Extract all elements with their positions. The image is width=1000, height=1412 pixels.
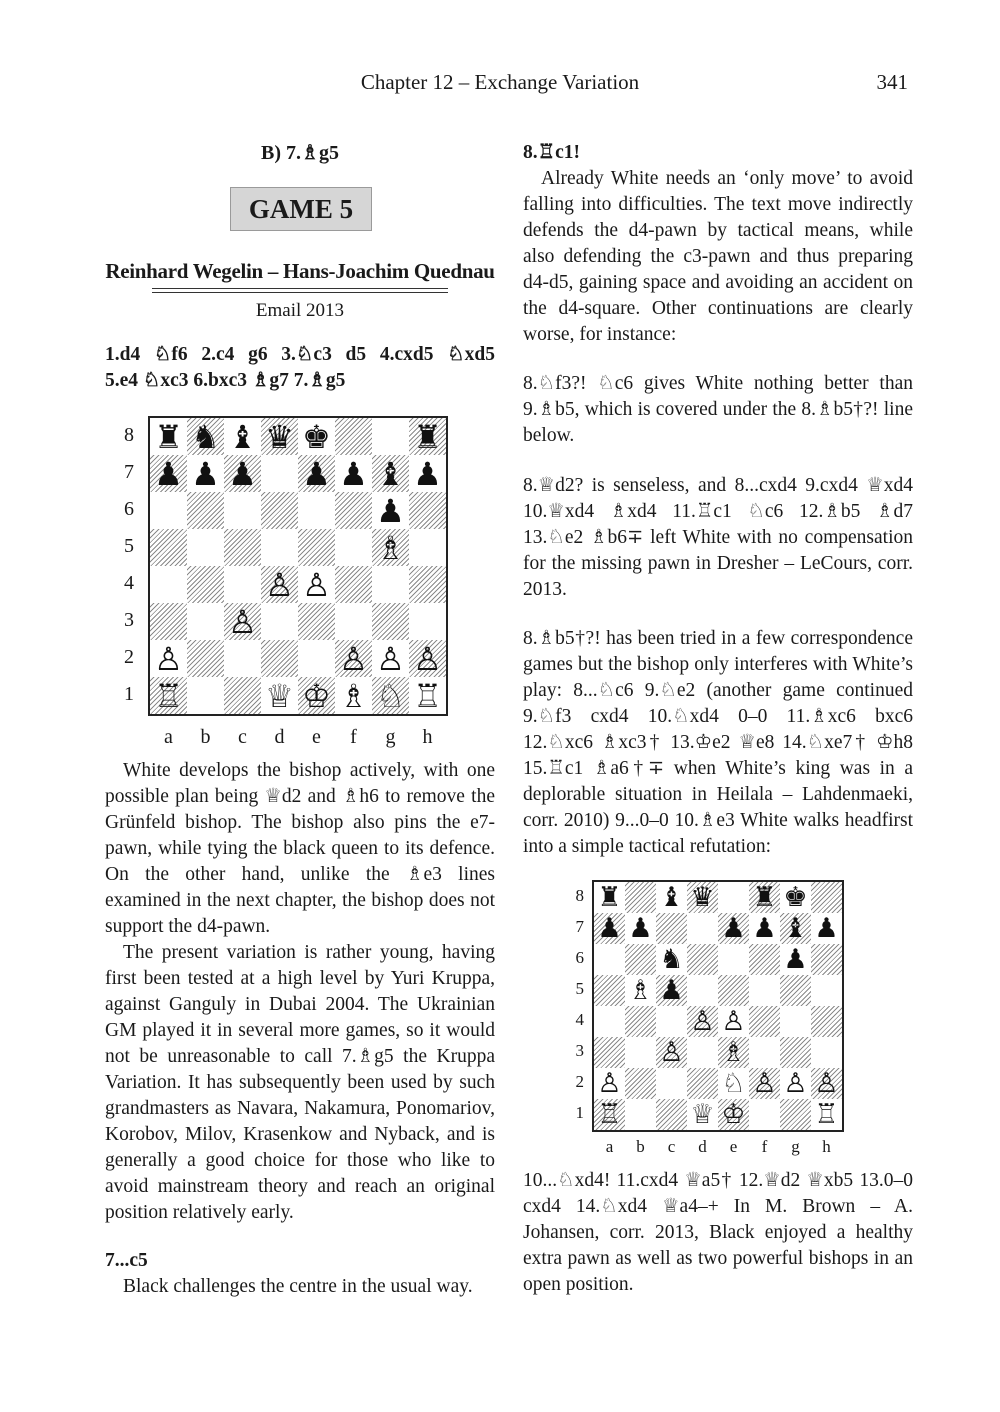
file-label: h <box>422 726 433 748</box>
board-square-e6 <box>298 492 335 529</box>
board-square-h1 <box>811 1099 842 1130</box>
board-square-g3 <box>780 1037 811 1068</box>
board-square-d8 <box>687 882 718 913</box>
board-square-e5 <box>718 975 749 1006</box>
chess-piece: ♙ <box>228 602 257 641</box>
board-square-b6 <box>625 944 656 975</box>
board-square-h2 <box>409 640 446 677</box>
board-square-c5 <box>224 529 261 566</box>
board-square-h4 <box>409 566 446 603</box>
rank-label: 7 <box>575 917 584 936</box>
file-label: h <box>822 1137 831 1156</box>
main-moves-line1: 1.d4 ♘f6 2.c4 g6 3.♘c3 d5 4.cxd5 ♘xd5 <box>105 344 495 365</box>
board-square-c8 <box>656 882 687 913</box>
board-square-e1 <box>298 677 335 714</box>
board-square-a8 <box>594 882 625 913</box>
board-square-a5 <box>594 975 625 1006</box>
board-square-d2 <box>261 640 298 677</box>
chess-piece: ♞ <box>659 944 684 975</box>
board-square-d1 <box>261 677 298 714</box>
section-heading: B) 7.♗g5 <box>261 142 339 164</box>
chess-piece: ♟ <box>191 454 220 493</box>
board-square-f2 <box>749 1068 780 1099</box>
board-square-g8 <box>780 882 811 913</box>
file-label: e <box>312 726 321 748</box>
paragraph: Already White needs an ‘only move’ to avoid falling into difficulties. The text move indirectly defends the d4-pawn by tactical means, while also defending the c3-pawn and thus preparing d4-d5, gaining space and avoiding an accident on the d4-square. Other continuations are clearly worse, for instance: <box>523 168 913 345</box>
board-square-a1 <box>150 677 187 714</box>
chess-piece: ♕ <box>265 676 294 715</box>
chess-piece: ♙ <box>413 639 442 678</box>
chess-piece: ♜ <box>413 417 442 456</box>
rank-label: 5 <box>124 535 134 557</box>
board-square-b3 <box>187 603 224 640</box>
chess-piece: ♙ <box>659 1037 684 1068</box>
file-label: g <box>385 726 396 748</box>
board-square-d6 <box>687 944 718 975</box>
board-square-h5 <box>811 975 842 1006</box>
board-square-c5 <box>656 975 687 1006</box>
board-square-a3 <box>150 603 187 640</box>
rank-label: 6 <box>575 948 584 967</box>
paragraph: White develops the bishop actively, with one possible plan being ♕d2 and ♗h6 to remove the Grünfeld bishop. The bishop also pins the e7-pawn, while tying the black queen to its defence. On the other hand, unlike the ♗e3 lines examined in the next chapter, the bishop does not support the d4-pawn. <box>105 760 495 937</box>
board-square-c3 <box>224 603 261 640</box>
board-square-c6 <box>656 944 687 975</box>
board-square-d4 <box>261 566 298 603</box>
board-square-f4 <box>335 566 372 603</box>
board-square-d6 <box>261 492 298 529</box>
board-square-c7 <box>656 913 687 944</box>
paragraph: Black challenges the centre in the usual way. <box>123 1276 473 1297</box>
players-heading: Reinhard Wegelin – Hans-Joachim Quednau <box>105 259 495 283</box>
board-square-b2 <box>625 1068 656 1099</box>
event-line: Email 2013 <box>255 300 345 321</box>
board-square-b5 <box>625 975 656 1006</box>
chess-piece: ♘ <box>721 1068 746 1099</box>
board-square-h4 <box>811 1006 842 1037</box>
board-square-b5 <box>187 529 224 566</box>
chess-piece: ♟ <box>413 454 442 493</box>
main-moves-line2: 5.e4 ♘xc3 6.bxc3 ♗g7 7.♗g5 <box>105 370 346 391</box>
board-square-c8 <box>224 418 261 455</box>
file-label: d <box>274 726 285 748</box>
board-square-g7 <box>372 455 409 492</box>
board-square-a1 <box>594 1099 625 1130</box>
chess-piece: ♟ <box>752 913 777 944</box>
board-square-h8 <box>409 418 446 455</box>
board-square-h2 <box>811 1068 842 1099</box>
chess-piece: ♙ <box>814 1068 839 1099</box>
board-square-a7 <box>594 913 625 944</box>
game-label: GAME 5 <box>230 187 372 231</box>
board-square-e8 <box>298 418 335 455</box>
board-square-f1 <box>335 677 372 714</box>
chess-piece: ♚ <box>783 882 808 913</box>
chess-piece: ♚ <box>302 417 331 456</box>
chess-piece: ♟ <box>814 913 839 944</box>
board-square-h7 <box>409 455 446 492</box>
board-square-c6 <box>224 492 261 529</box>
board-square-a6 <box>594 944 625 975</box>
chess-piece: ♔ <box>302 676 331 715</box>
paragraph: 8.♕d2? is senseless, and 8...cxd4 9.cxd4 ♕xd4 10.♕xd4 ♗xd4 11.♖c1 ♘c6 12.♗b5 ♗d7 13.♘e2 ♗b6∓ left White with no compensation for the missing pawn in Dresher – LeCours, corr. 2013. <box>523 475 913 600</box>
board-square-c2 <box>224 640 261 677</box>
board-square-g3 <box>372 603 409 640</box>
file-label: a <box>605 1137 614 1156</box>
rank-label: 3 <box>124 609 134 631</box>
chess-piece: ♙ <box>302 565 331 604</box>
board-square-f6 <box>335 492 372 529</box>
file-label: d <box>698 1137 707 1156</box>
board-square-g1 <box>372 677 409 714</box>
board-square-a7 <box>150 455 187 492</box>
board-square-b8 <box>187 418 224 455</box>
file-label: a <box>164 726 173 748</box>
chess-piece: ♙ <box>376 639 405 678</box>
chessboard <box>592 880 844 1132</box>
move-heading: 7...c5 <box>105 1250 148 1271</box>
board-square-e1 <box>718 1099 749 1130</box>
chess-piece: ♟ <box>376 491 405 530</box>
chess-piece: ♔ <box>721 1099 746 1130</box>
board-square-a8 <box>150 418 187 455</box>
board-square-f2 <box>335 640 372 677</box>
board-square-d5 <box>261 529 298 566</box>
rank-label: 4 <box>575 1010 584 1029</box>
board-square-b4 <box>187 566 224 603</box>
rank-label: 2 <box>124 646 134 668</box>
board-square-d7 <box>261 455 298 492</box>
file-label: f <box>350 726 357 748</box>
board-square-h1 <box>409 677 446 714</box>
board-square-g6 <box>780 944 811 975</box>
board-square-g2 <box>372 640 409 677</box>
board-square-c1 <box>224 677 261 714</box>
chess-piece: ♙ <box>752 1068 777 1099</box>
board-square-d3 <box>261 603 298 640</box>
board-square-g8 <box>372 418 409 455</box>
rank-label: 8 <box>124 424 134 446</box>
board-square-h6 <box>811 944 842 975</box>
chess-piece: ♗ <box>376 528 405 567</box>
paragraph: 10...♘xd4! 11.cxd4 ♕a5† 12.♕d2 ♕xb5 13.0–0 cxd4 14.♘xd4 ♕a4–+ In M. Brown – A. Johansen, corr. 2013, Black enjoyed a healthy extra pawn as well as two powerful bishops in an open position. <box>523 1170 913 1295</box>
board-square-b7 <box>625 913 656 944</box>
board-square-f8 <box>749 882 780 913</box>
board-square-g5 <box>372 529 409 566</box>
board-square-h8 <box>811 882 842 913</box>
board-square-b1 <box>187 677 224 714</box>
chess-piece: ♟ <box>228 454 257 493</box>
chess-piece: ♝ <box>376 454 405 493</box>
rank-label: 8 <box>575 886 584 905</box>
board-square-h5 <box>409 529 446 566</box>
chess-piece: ♗ <box>721 1037 746 1068</box>
board-square-f5 <box>335 529 372 566</box>
board-square-c1 <box>656 1099 687 1130</box>
board-square-c4 <box>656 1006 687 1037</box>
chess-piece: ♝ <box>228 417 257 456</box>
chess-piece: ♜ <box>597 882 622 913</box>
rank-label: 7 <box>124 461 134 483</box>
board-square-h6 <box>409 492 446 529</box>
board-square-c7 <box>224 455 261 492</box>
board-square-d1 <box>687 1099 718 1130</box>
board-square-a2 <box>150 640 187 677</box>
chess-piece: ♛ <box>265 417 294 456</box>
board-square-a4 <box>150 566 187 603</box>
chess-piece: ♖ <box>597 1099 622 1130</box>
chess-piece: ♟ <box>302 454 331 493</box>
chess-piece: ♟ <box>721 913 746 944</box>
file-label: c <box>667 1137 676 1156</box>
board-square-e2 <box>298 640 335 677</box>
board-square-f5 <box>749 975 780 1006</box>
chess-piece: ♝ <box>783 913 808 944</box>
board-square-f3 <box>335 603 372 640</box>
chess-piece: ♙ <box>339 639 368 678</box>
players-rule-top <box>152 288 448 289</box>
chess-piece: ♙ <box>783 1068 808 1099</box>
board-square-d4 <box>687 1006 718 1037</box>
players-rule-bottom <box>152 292 448 293</box>
chess-piece: ♝ <box>659 882 684 913</box>
rank-label: 1 <box>575 1103 584 1122</box>
chess-piece: ♟ <box>659 975 684 1006</box>
chess-piece: ♗ <box>339 676 368 715</box>
board-square-e5 <box>298 529 335 566</box>
file-label: f <box>761 1137 768 1156</box>
board-square-e7 <box>298 455 335 492</box>
chess-piece: ♙ <box>721 1006 746 1037</box>
board-square-f3 <box>749 1037 780 1068</box>
board-square-a4 <box>594 1006 625 1037</box>
board-square-a5 <box>150 529 187 566</box>
rank-label: 6 <box>124 498 134 520</box>
board-square-d5 <box>687 975 718 1006</box>
running-header: Chapter 12 – Exchange Variation <box>360 70 640 94</box>
board-square-c2 <box>656 1068 687 1099</box>
file-label: b <box>636 1137 645 1156</box>
rank-label: 1 <box>124 683 134 705</box>
chess-piece: ♟ <box>783 944 808 975</box>
board-square-b3 <box>625 1037 656 1068</box>
board-square-d2 <box>687 1068 718 1099</box>
chess-piece: ♞ <box>191 417 220 456</box>
file-label: e <box>729 1137 738 1156</box>
page-number: 341 <box>876 70 908 94</box>
chess-piece: ♙ <box>154 639 183 678</box>
board-square-f7 <box>335 455 372 492</box>
chess-piece: ♛ <box>690 882 715 913</box>
chess-piece: ♟ <box>154 454 183 493</box>
board-square-a3 <box>594 1037 625 1068</box>
chess-piece: ♟ <box>597 913 622 944</box>
chess-piece: ♕ <box>690 1099 715 1130</box>
rank-label: 2 <box>575 1072 584 1091</box>
rank-label: 4 <box>124 572 134 594</box>
board-square-e3 <box>718 1037 749 1068</box>
board-square-e2 <box>718 1068 749 1099</box>
board-square-g1 <box>780 1099 811 1130</box>
board-square-g5 <box>780 975 811 1006</box>
board-square-f1 <box>749 1099 780 1130</box>
paragraph: 8.♘f3?! ♘c6 gives White nothing better than 9.♗b5, which is covered under the 8.♗b5†?! line below. <box>523 373 913 446</box>
chessboard <box>148 416 448 716</box>
chess-piece: ♜ <box>752 882 777 913</box>
board-square-d3 <box>687 1037 718 1068</box>
chess-piece: ♟ <box>339 454 368 493</box>
file-label: g <box>791 1137 800 1156</box>
board-square-e8 <box>718 882 749 913</box>
chess-piece: ♖ <box>814 1099 839 1130</box>
rank-label: 3 <box>575 1041 584 1060</box>
board-square-g7 <box>780 913 811 944</box>
paragraph: 8.♗b5†?! has been tried in a few correspondence games but the bishop only interferes with White’s play: 8...♘c6 9.♘e2 (another game continued 9.♘f3 cxd4 10.♘xd4 0–0 11.♗xc6 bxc6 12.♘xc6 ♗xc3† 13.♔e2 ♕e8 14.♘xe7† ♔h8 15.♖c1 ♗a6†∓ when White’s king was in a deplorable situation in Heilala – Lahdenmaeki, corr. 2010) 9...0–0 10.♗e3 White walks headfirst into a simple tactical refutation: <box>523 628 913 857</box>
board-square-g2 <box>780 1068 811 1099</box>
chess-piece: ♙ <box>690 1006 715 1037</box>
chess-piece: ♘ <box>376 676 405 715</box>
board-square-d7 <box>687 913 718 944</box>
chess-piece: ♙ <box>265 565 294 604</box>
board-square-h3 <box>409 603 446 640</box>
board-square-c3 <box>656 1037 687 1068</box>
board-square-b7 <box>187 455 224 492</box>
paragraph: The present variation is rather young, having first been tested at a high level by Yuri Kruppa, against Ganguly in Dubai 2004. The Ukrainian GM played it in several more games, so it would not be unreasonable to call 7.♗g5 the Kruppa Variation. It has subsequently been used by such grandmasters as Navara, Nakamura, Ponomariov, Korobov, Milov, Krasenkow and Nyback, and is generally a good choice for those who like to avoid mainstream theory and reach an original position relatively early. <box>105 942 495 1223</box>
board-square-g4 <box>372 566 409 603</box>
rank-label: 5 <box>575 979 584 998</box>
board-square-g4 <box>780 1006 811 1037</box>
board-square-e3 <box>298 603 335 640</box>
chess-piece: ♟ <box>628 913 653 944</box>
board-square-b8 <box>625 882 656 913</box>
board-square-e4 <box>298 566 335 603</box>
board-square-b6 <box>187 492 224 529</box>
chess-piece: ♖ <box>413 676 442 715</box>
board-square-f6 <box>749 944 780 975</box>
board-square-c4 <box>224 566 261 603</box>
board-square-f4 <box>749 1006 780 1037</box>
board-square-b2 <box>187 640 224 677</box>
board-square-b1 <box>625 1099 656 1130</box>
file-label: b <box>200 726 211 748</box>
chess-piece: ♙ <box>597 1068 622 1099</box>
board-square-d8 <box>261 418 298 455</box>
board-square-g6 <box>372 492 409 529</box>
board-square-a2 <box>594 1068 625 1099</box>
board-square-e6 <box>718 944 749 975</box>
board-square-a6 <box>150 492 187 529</box>
board-square-e4 <box>718 1006 749 1037</box>
board-square-h7 <box>811 913 842 944</box>
board-square-f7 <box>749 913 780 944</box>
board-square-h3 <box>811 1037 842 1068</box>
board-square-e7 <box>718 913 749 944</box>
chess-piece: ♜ <box>154 417 183 456</box>
move-heading: 8.♖c1! <box>523 142 581 163</box>
chess-piece: ♖ <box>154 676 183 715</box>
file-label: c <box>238 726 247 748</box>
board-square-b4 <box>625 1006 656 1037</box>
board-square-f8 <box>335 418 372 455</box>
chess-piece: ♗ <box>628 975 653 1006</box>
